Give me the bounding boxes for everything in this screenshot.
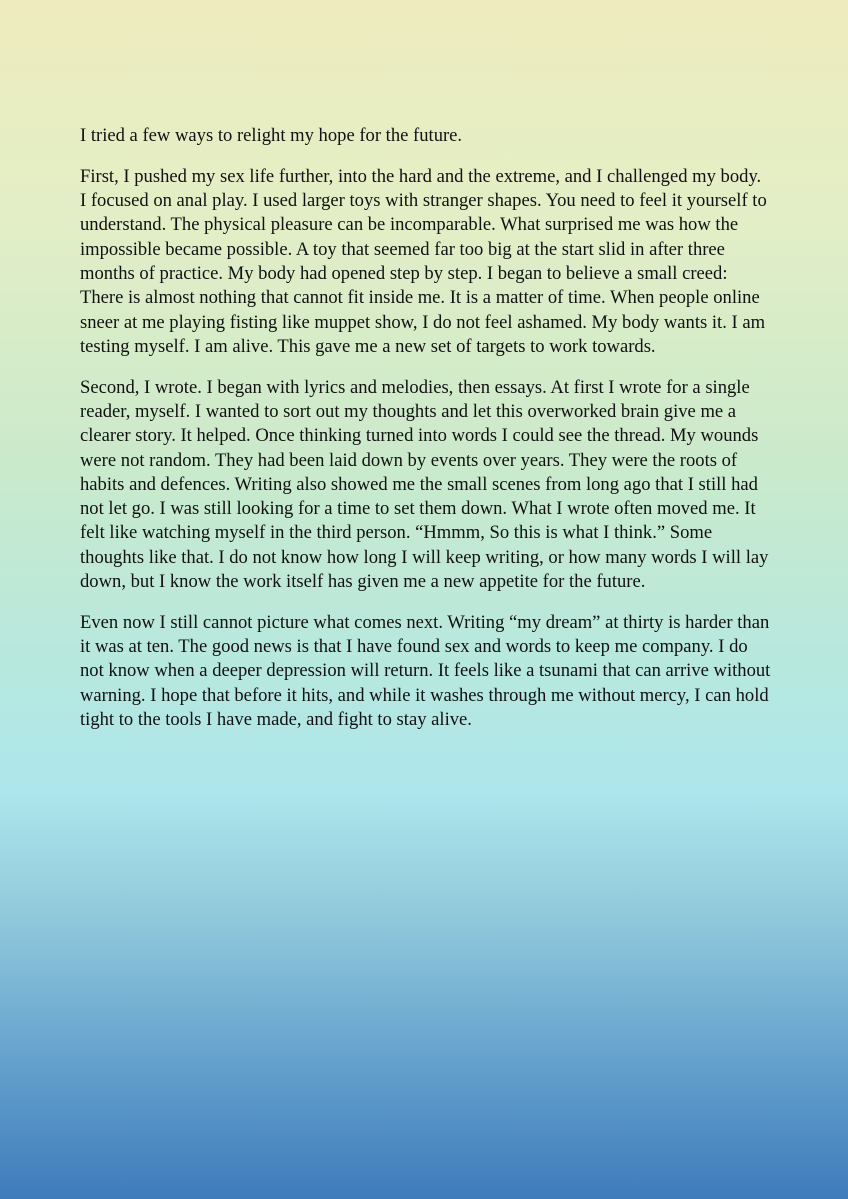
paragraph-conclusion: Even now I still cannot picture what comes next. Writing “my dream” at thirty is harder than it was at ten. The good news is that I have found sex and words to keep me company. I do not know when a deeper depression will return. It feels like a tsunami that can arrive without warning. I hope that before it hits, and while it washes through me without mercy, I can hold tight to the tools I have made, and fight to stay alive. [80,611,771,731]
paragraph-first: First, I pushed my sex life further, into the hard and the extreme, and I challenged my body. I focused on anal play. I used larger toys with stranger shapes. You need to feel it yourself to understand. The physical pleasure can be incomparable. What surprised me was how the impossible became possible. A toy that seemed far too big at the start slid in after three months of practice. My body had opened step by step. I began to believe a small creed: There is almost nothing that cannot fit inside me. It is a matter of time. When people online sneer at me playing fisting like muppet show, I do not feel ashamed. My body wants it. I am testing myself. I am alive. This gave me a new set of targets to work towards. [80,165,767,357]
paragraph-intro: I tried a few ways to relight my hope for the future. [80,125,463,146]
document-body [80,124,772,749]
paragraph-second: Second, I wrote. I began with lyrics and melodies, then essays. At first I wrote for a single reader, myself. I wanted to sort out my thoughts and let this overworked brain give me a clearer story. It helped. Once thinking turned into words I could see the thread. My wounds were not random. They had been laid down by events over years. They were the roots of habits and defences. Writing also showed me the small scenes from long ago that I still had not let go. I was still looking for a time to set them down. What I wrote often moved me. It felt like watching myself in the third person. “Hmmm, So this is what I think.” Some thoughts like that. I do not know how long I will keep writing, or how many words I will lay down, but I know the work itself has given me a new appetite for the future. [80,376,769,593]
